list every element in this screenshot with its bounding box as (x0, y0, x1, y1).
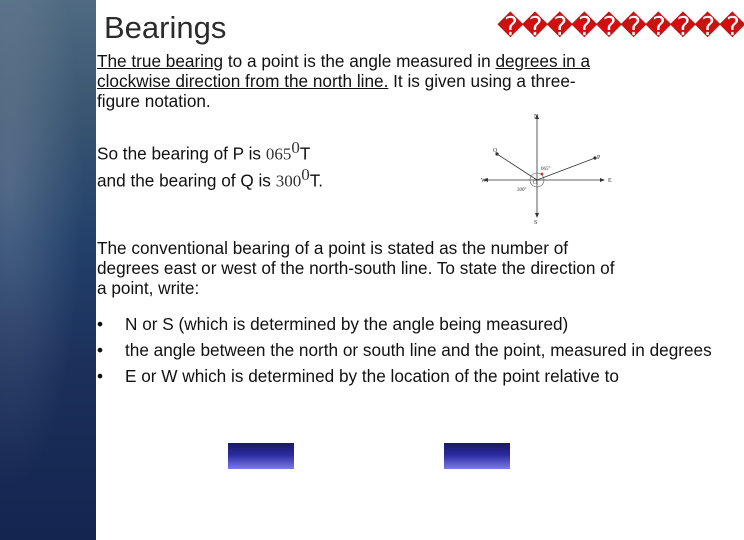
para1-text-2: It is given using a three- (388, 71, 576, 91)
bullet-marker: • (97, 314, 104, 334)
para1-text-3: figure notation. (97, 91, 211, 111)
para3-text-2: of a point is stated as the number of (290, 238, 569, 258)
label-east: E (608, 178, 612, 184)
label-q: Q (493, 148, 498, 154)
bullet-marker: • (97, 366, 104, 386)
label-origin: O (533, 180, 538, 186)
bullet-text: E or W which is determined by the location of the point relative to (125, 366, 619, 386)
list-item (97, 340, 712, 360)
conventional-bearing-paragraph (97, 238, 615, 298)
para3-text: The (97, 238, 132, 258)
list-item (97, 314, 712, 334)
p-degree: 0 (291, 138, 300, 157)
label-north: N (534, 114, 539, 120)
p-prefix: So the bearing of P is (97, 143, 266, 164)
bullet-text: the angle between the north or south line and the point, measured in degrees (125, 340, 712, 360)
q-suffix: T. (309, 170, 324, 191)
list-item (97, 366, 712, 386)
direction-bullet-list (97, 314, 712, 392)
clockwise-phrase: clockwise direction from the north line. (97, 71, 389, 91)
q-degree: 0 (301, 164, 310, 184)
nav-button-right[interactable] (444, 443, 510, 469)
bearing-example-paragraph (97, 138, 323, 191)
angle-q-label: 300° (517, 188, 527, 193)
nav-button-left[interactable] (228, 443, 294, 469)
p-bearing-value: 065 (265, 144, 292, 164)
conventional-bearing-term: conventional bearing (131, 238, 291, 258)
q-prefix: and the bearing of Q is (97, 170, 276, 191)
label-west: W (481, 178, 487, 184)
bearing-diagram (481, 108, 615, 228)
angle-p-label: 065° (541, 167, 551, 172)
true-bearing-term: The true bearing (97, 51, 224, 71)
label-p: P (597, 155, 601, 161)
south-arrow (535, 213, 539, 218)
p-suffix: T (299, 143, 311, 164)
para1-text: to a point is the angle measured in (223, 51, 496, 71)
bullet-marker: • (97, 340, 104, 360)
q-bearing-value: 300 (275, 171, 302, 191)
label-south: S (534, 220, 538, 226)
east-arrow (600, 178, 605, 182)
para3-line3: a point, write: (97, 278, 200, 298)
sidebar-shine (0, 0, 96, 540)
marker-dot (541, 173, 544, 176)
degrees-link: degrees in a (495, 51, 591, 71)
garbled-header-text: ���������� (497, 12, 744, 42)
sidebar-decoration (0, 0, 96, 540)
slide-title: Bearings (104, 10, 227, 45)
true-bearing-paragraph (97, 51, 590, 111)
para3-line2: degrees east or west of the north-south line. To state the direction of (97, 258, 615, 278)
bullet-text: N or S (which is determined by the angle being measured) (125, 314, 569, 334)
